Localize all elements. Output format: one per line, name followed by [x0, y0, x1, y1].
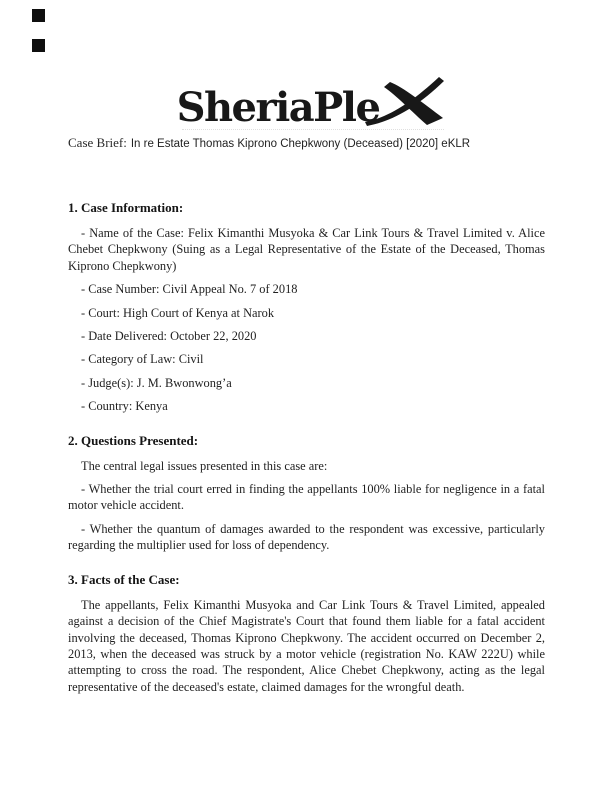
logo-wordmark: SheriaPle — [176, 84, 380, 131]
section-paragraph: The appellants, Felix Kimanthi Musyoka and Car Link Tours & Travel Limited, appealed against a decision of the Chief Magistrate's Court that found them liable for a fatal accident involving the deceased, Thomas Kiprono Chepkwony. The accident occurred on December 2, 2013, when the deceased was struck by a motor vehicle (registration No. KAW 222U) while attempting to cross the road. The respondent, Alice Chebet Chepkwony, acting as the legal representative of the deceased's estate, claimed damages for the wrongful death. — [68, 597, 545, 694]
section-paragraph: - Name of the Case: Felix Kimanthi Musyoka & Car Link Tours & Travel Limited v. Alice Chebet Chepkwony (Suing as a Legal Representative of the Estate of the Deceased, Thomas Kiprono Chepkwony) — [68, 226, 545, 273]
logo-scan-artifact-line — [182, 129, 444, 130]
section-paragraph: - Category of Law: Civil — [81, 352, 204, 367]
document-body — [0, 200, 612, 695]
section-heading: 3. Facts of the Case: — [68, 571, 180, 587]
section-paragraph: - Date Delivered: October 22, 2020 — [81, 329, 257, 344]
section-heading: 2. Questions Presented: — [68, 432, 199, 448]
section-paragraph: - Country: Kenya — [81, 399, 168, 414]
section-paragraph: The central legal issues presented in this case are: — [81, 458, 328, 473]
sheriaplex-logo — [176, 69, 450, 131]
case-section — [68, 572, 545, 695]
case-section — [68, 433, 545, 554]
section-paragraph: - Case Number: Civil Appeal No. 7 of 2018 — [81, 282, 298, 297]
case-brief-title: In re Estate Thomas Kiprono Chepkwony (Deceased) [2020] eKLR — [130, 138, 471, 150]
section-paragraph: - Judge(s): J. M. Bwonwong’a — [81, 375, 232, 390]
section-heading: 1. Case Information: — [68, 200, 184, 215]
logo-x-swoosh-icon — [363, 75, 449, 127]
case-brief-label: Case Brief: — [68, 135, 127, 150]
case-brief-line — [68, 135, 545, 152]
section-paragraph: - Whether the quantum of damages awarded to the respondent was excessive, particularly regarding the multiplier used for loss of dependency. — [68, 521, 545, 553]
section-paragraph: - Whether the trial court erred in finding the appellants 100% liable for negligence in a fatal motor vehicle accident. — [68, 482, 545, 513]
section-paragraph: - Court: High Court of Kenya at Narok — [81, 305, 275, 320]
corner-square-mark-icon — [32, 9, 45, 22]
case-section — [68, 200, 545, 415]
logo-x-letter — [379, 69, 380, 70]
corner-square-mark-icon — [32, 39, 45, 52]
document-header — [0, 0, 612, 152]
